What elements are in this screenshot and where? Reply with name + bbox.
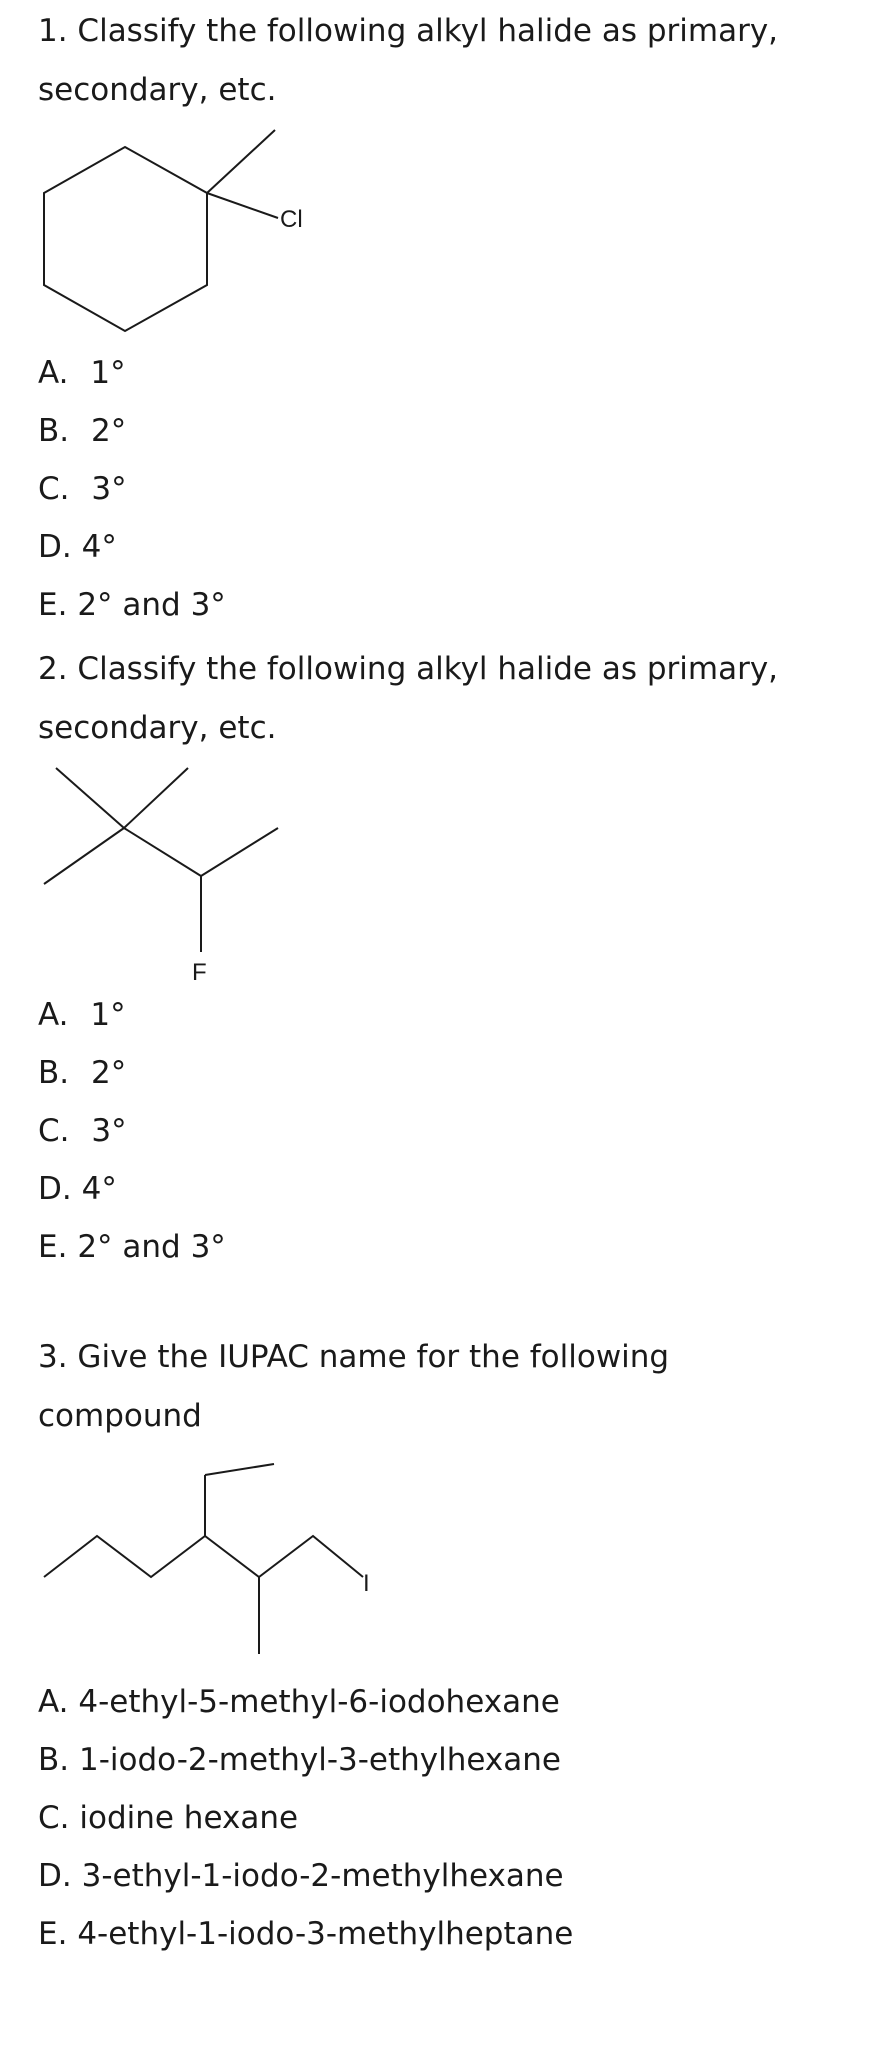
question-2-line-2: secondary, etc. [38,710,277,746]
question-3-option-b[interactable]: B. 1-iodo-2-methyl-3-ethylhexane [38,1742,561,1778]
question-1-structure [30,120,330,350]
methyl-bond-upper-right [124,768,188,828]
question-3-line-1: 3. Give the IUPAC name for the following [38,1339,670,1375]
question-3-line-2: compound [38,1398,202,1434]
question-2-option-e[interactable]: E. 2° and 3° [38,1229,226,1265]
question-2-option-d[interactable]: D. 4° [38,1171,117,1207]
question-2-structure [30,760,330,1010]
question-1-option-e[interactable]: E. 2° and 3° [38,587,226,623]
question-3-option-d[interactable]: D. 3-ethyl-1-iodo-2-methylhexane [38,1858,564,1894]
question-1-line-2: secondary, etc. [38,72,277,108]
question-1-option-b[interactable]: B. 2° [38,413,127,449]
methyl-bond [207,130,275,193]
question-2-option-a[interactable]: A. 1° [38,997,126,1033]
question-3-option-c[interactable]: C. iodine hexane [38,1800,299,1836]
question-1-option-a[interactable]: A. 1° [38,355,126,391]
ethyl-bond-2 [205,1464,274,1475]
methyl-bond-lower-left [44,828,124,884]
question-2-option-b[interactable]: B. 2° [38,1055,127,1091]
question-1-option-d[interactable]: D. 4° [38,529,117,565]
backbone-bond [124,828,201,876]
methyl-bond-right [201,828,278,876]
c-cl-bond [207,193,278,218]
fluorine-label: F [192,959,207,986]
question-2-option-c[interactable]: C. 3° [38,1113,127,1149]
question-2-line-1: 2. Classify the following alkyl halide as primary, [38,651,779,687]
question-3-structure [30,1460,390,1720]
chlorine-label: Cl [280,206,303,233]
question-3-option-a[interactable]: A. 4-ethyl-5-methyl-6-iodohexane [38,1684,560,1720]
main-chain [44,1536,363,1577]
question-1-line-1: 1. Classify the following alkyl halide as primary, [38,13,779,49]
iodine-label: I [363,1570,370,1597]
cyclohexane-ring [44,147,207,331]
question-1-option-c[interactable]: C. 3° [38,471,127,507]
question-3-option-e[interactable]: E. 4-ethyl-1-iodo-3-methylheptane [38,1916,574,1952]
methyl-bond-upper-left [56,768,124,828]
